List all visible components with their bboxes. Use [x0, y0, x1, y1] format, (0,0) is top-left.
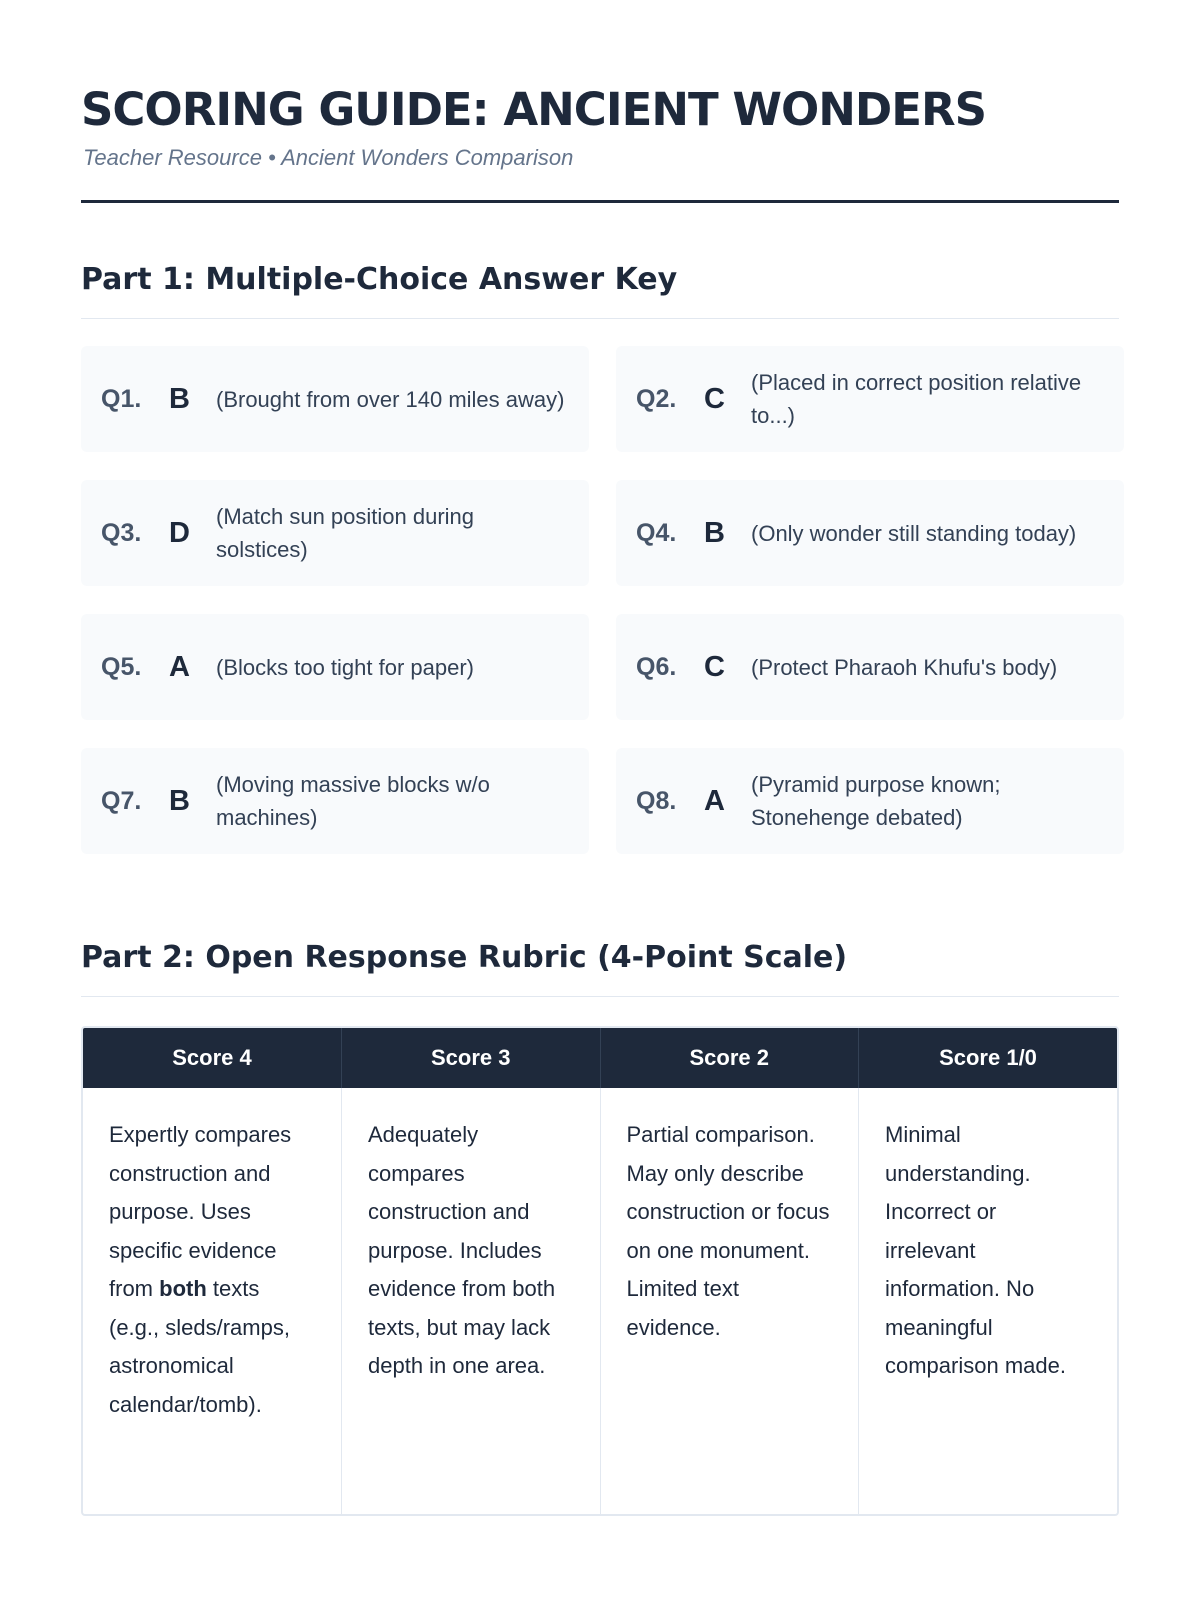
rubric-table	[81, 1026, 1119, 1516]
question-number: Q7.	[101, 786, 142, 815]
part1-heading: Part 1: Multiple-Choice Answer Key	[81, 262, 678, 297]
answer-note: (Placed in correct position relative to...)	[751, 370, 1082, 428]
score4-text-before: Expertly compares construction and purpose. Uses specific evidence from	[109, 1122, 292, 1301]
score4-emphasis: both	[159, 1276, 207, 1301]
answer-letter: C	[704, 382, 725, 415]
part2-divider	[81, 996, 1119, 997]
answer-letter: A	[704, 784, 725, 817]
answer-letter: D	[169, 516, 190, 549]
question-number: Q5.	[101, 652, 142, 681]
title-divider	[81, 200, 1119, 203]
column-header-score-4: Score 4	[83, 1028, 342, 1088]
answer-card-q4	[616, 480, 1124, 586]
rubric-cell-score-1: Minimal understanding. Incorrect or irrelevant information. No meaningful comparison made.	[859, 1088, 1118, 1514]
column-header-score-3: Score 3	[342, 1028, 601, 1088]
rubric-header-row	[83, 1028, 1117, 1088]
page-title: SCORING GUIDE: ANCIENT WONDERS	[81, 83, 987, 136]
answer-letter: C	[704, 650, 725, 683]
question-number: Q8.	[636, 786, 677, 815]
page-subtitle: Teacher Resource • Ancient Wonders Comparison	[83, 145, 574, 170]
answer-card-q2	[616, 346, 1124, 452]
rubric-cell-score-4	[83, 1088, 342, 1514]
answer-card-q7	[81, 748, 589, 854]
rubric-row	[83, 1088, 1117, 1514]
answer-card-q8	[616, 748, 1124, 854]
answer-letter: B	[169, 382, 190, 415]
rubric-cell-score-2: Partial comparison. May only describe construction or focus on one monument. Limited text evidence.	[600, 1088, 859, 1514]
answer-note: (Protect Pharaoh Khufu's body)	[751, 654, 1058, 680]
answer-card-q5	[81, 614, 589, 720]
score4-text-after: texts (e.g., sleds/ramps, astronomical calendar/tomb).	[109, 1276, 290, 1417]
part1-divider	[81, 318, 1119, 319]
answer-card-q6	[616, 614, 1124, 720]
answer-note: (Match sun position during solstices)	[216, 504, 475, 562]
answer-note: (Blocks too tight for paper)	[216, 654, 475, 680]
rubric-cell-score-3: Adequately compares construction and purpose. Includes evidence from both texts, but may lack depth in one area.	[342, 1088, 601, 1514]
question-number: Q6.	[636, 652, 677, 681]
answer-letter: B	[704, 516, 725, 549]
answer-card-q3	[81, 480, 589, 586]
column-header-score-1: Score 1/0	[859, 1028, 1118, 1088]
answer-letter: A	[169, 650, 190, 683]
answer-note: (Only wonder still standing today)	[751, 520, 1077, 546]
answer-card-q1	[81, 346, 589, 452]
answer-note: (Pyramid purpose known; Stonehenge debated)	[751, 772, 1001, 830]
answer-note: (Moving massive blocks w/o machines)	[216, 772, 490, 830]
answer-key-grid	[81, 346, 1119, 854]
answer-letter: B	[169, 784, 190, 817]
question-number: Q2.	[636, 384, 677, 413]
column-header-score-2: Score 2	[600, 1028, 859, 1088]
question-number: Q4.	[636, 518, 677, 547]
question-number: Q1.	[101, 384, 142, 413]
question-number: Q3.	[101, 518, 142, 547]
part2-heading: Part 2: Open Response Rubric (4-Point Scale)	[81, 940, 848, 975]
answer-note: (Brought from over 140 miles away)	[216, 386, 565, 412]
